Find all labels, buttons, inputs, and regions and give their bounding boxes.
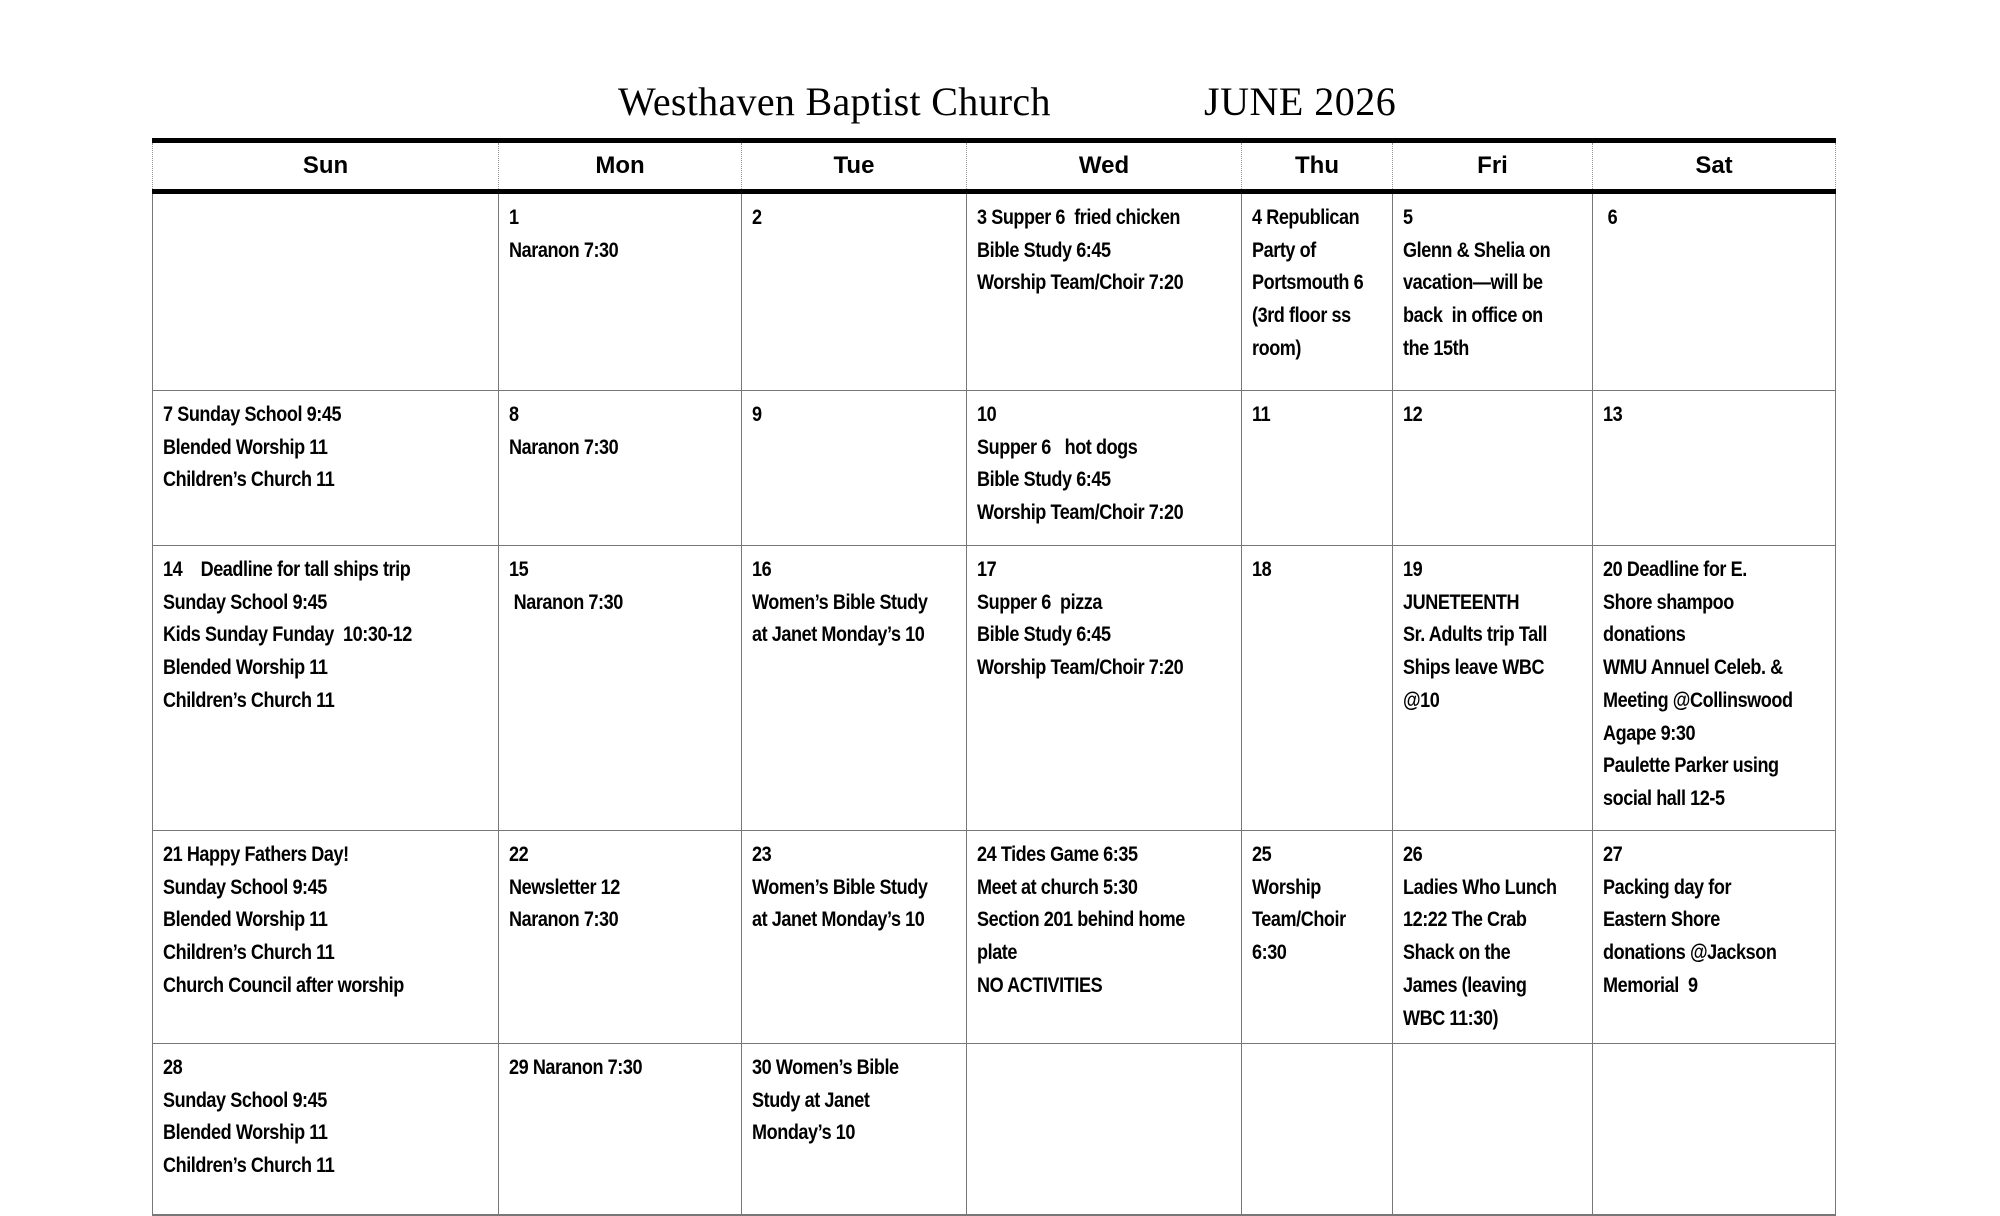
day-entry-line: Shore shampoo bbox=[1603, 590, 1734, 614]
day-entry-line: donations @Jackson bbox=[1603, 941, 1777, 965]
day-entry-first-line: 9 bbox=[752, 403, 762, 426]
day-cell-fri bbox=[1393, 391, 1593, 546]
day-entry-line: Worship Team/Choir 7:20 bbox=[977, 271, 1184, 295]
calendar-body bbox=[153, 192, 1836, 1216]
day-cell-sat bbox=[1593, 391, 1836, 546]
day-entry-line: Section 201 behind home bbox=[977, 908, 1185, 932]
month-label: JUNE 2026 bbox=[1204, 79, 1397, 124]
weekday-sat: Sat bbox=[1593, 141, 1836, 192]
day-entry-line: Supper 6 hot dogs bbox=[977, 435, 1138, 459]
day-entry-line: JUNETEENTH bbox=[1403, 590, 1520, 614]
weekday-fri: Fri bbox=[1393, 141, 1593, 192]
day-cell-thu bbox=[1242, 391, 1393, 546]
day-entry-first-line: 21 Happy Fathers Day! bbox=[163, 843, 349, 866]
day-cell-wed bbox=[967, 546, 1242, 831]
day-cell-tue bbox=[742, 1044, 967, 1216]
day-entry-first-line: 23 bbox=[752, 843, 772, 866]
calendar-week-row bbox=[153, 192, 1836, 391]
day-entry-first-line: 27 bbox=[1603, 843, 1623, 866]
day-entry-first-line: 7 Sunday School 9:45 bbox=[163, 403, 342, 426]
calendar-week-row bbox=[153, 831, 1836, 1044]
day-entry-first-line: 30 Women’s Bible bbox=[752, 1056, 899, 1079]
day-cell-fri bbox=[1393, 1044, 1593, 1216]
day-entry-first-line: 26 bbox=[1403, 843, 1423, 866]
day-entry-line: Children’s Church 11 bbox=[163, 941, 335, 965]
day-cell-tue bbox=[742, 192, 967, 391]
day-entry-line: Sunday School 9:45 bbox=[163, 875, 327, 899]
day-entry-line: @10 bbox=[1403, 688, 1440, 712]
day-cell-wed bbox=[967, 831, 1242, 1044]
day-entry-line: the 15th bbox=[1403, 336, 1469, 360]
day-entry-line: WMU Annuel Celeb. & bbox=[1603, 656, 1783, 680]
day-entry-line: back in office on bbox=[1403, 304, 1543, 328]
day-entry-first-line: 8 bbox=[509, 403, 519, 426]
day-cell-sat bbox=[1593, 546, 1836, 831]
day-entry-line: Packing day for bbox=[1603, 875, 1732, 899]
day-entry-first-line: 24 Tides Game 6:35 bbox=[977, 843, 1138, 866]
day-entry-line: Study at Janet bbox=[752, 1088, 870, 1112]
day-entry-line: Children’s Church 11 bbox=[163, 468, 335, 492]
day-entry-line: Naranon 7:30 bbox=[509, 238, 619, 262]
day-entry-line: Glenn & Shelia on bbox=[1403, 238, 1551, 262]
church-name: Westhaven Baptist Church bbox=[618, 79, 1051, 124]
day-entry-line: Blended Worship 11 bbox=[163, 1121, 328, 1145]
day-entry-first-line: 14 Deadline for tall ships trip bbox=[163, 558, 411, 581]
day-entry-first-line: 25 bbox=[1252, 843, 1272, 866]
day-entry-line: Children’s Church 11 bbox=[163, 688, 335, 712]
day-entry-line: Naranon 7:30 bbox=[509, 908, 619, 932]
day-entry-line: donations bbox=[1603, 623, 1686, 647]
day-entry-line: Children’s Church 11 bbox=[163, 1154, 335, 1178]
day-entry-first-line: 5 bbox=[1403, 206, 1413, 229]
day-entry-first-line: 1 bbox=[509, 206, 519, 229]
day-entry-first-line: 28 bbox=[163, 1056, 183, 1079]
day-cell-fri bbox=[1393, 192, 1593, 391]
day-entry-first-line: 15 bbox=[509, 558, 529, 581]
day-entry-line: Worship Team/Choir 7:20 bbox=[977, 501, 1184, 525]
day-cell-wed bbox=[967, 391, 1242, 546]
day-entry-line: Naranon 7:30 bbox=[509, 435, 619, 459]
day-entry-line: at Janet Monday’s 10 bbox=[752, 908, 925, 932]
day-entry-line: Sr. Adults trip Tall bbox=[1403, 623, 1547, 647]
day-entry-line: Paulette Parker using bbox=[1603, 754, 1779, 778]
day-cell-tue bbox=[742, 391, 967, 546]
day-entry-line: Memorial 9 bbox=[1603, 973, 1698, 997]
day-entry-line: Monday’s 10 bbox=[752, 1121, 855, 1145]
day-entry-line: at Janet Monday’s 10 bbox=[752, 623, 925, 647]
day-entry-line: Eastern Shore bbox=[1603, 908, 1720, 932]
day-entry-line: Worship bbox=[1252, 875, 1321, 899]
weekday-tue: Tue bbox=[742, 141, 967, 192]
day-entry-line: James (leaving bbox=[1403, 973, 1527, 997]
day-entry-first-line: 13 bbox=[1603, 403, 1623, 426]
day-entry-first-line: 16 bbox=[752, 558, 772, 581]
day-entry-line: plate bbox=[977, 941, 1018, 965]
calendar-header bbox=[0, 78, 2000, 138]
day-cell-fri bbox=[1393, 831, 1593, 1044]
day-entry-first-line: 10 bbox=[977, 403, 997, 426]
day-entry-first-line: 19 bbox=[1403, 558, 1423, 581]
weekday-sun: Sun bbox=[153, 141, 499, 192]
day-entry-line: Blended Worship 11 bbox=[163, 435, 328, 459]
day-entry-line: Shack on the bbox=[1403, 941, 1511, 965]
weekday-wed: Wed bbox=[967, 141, 1242, 192]
day-entry-line: Worship Team/Choir 7:20 bbox=[977, 656, 1184, 680]
day-entry-line: Portsmouth 6 bbox=[1252, 271, 1364, 295]
day-entry-line: Church Council after worship bbox=[163, 973, 404, 997]
day-cell-sun bbox=[153, 192, 499, 391]
day-entry-line: Sunday School 9:45 bbox=[163, 590, 327, 614]
day-entry-first-line: 12 bbox=[1403, 403, 1423, 426]
day-entry-line: Sunday School 9:45 bbox=[163, 1088, 327, 1112]
day-entry-line: room) bbox=[1252, 336, 1302, 360]
weekday-header-row bbox=[153, 141, 1836, 192]
day-entry-line: Bible Study 6:45 bbox=[977, 468, 1111, 492]
day-cell-mon bbox=[499, 1044, 742, 1216]
day-entry-line: (3rd floor ss bbox=[1252, 304, 1351, 328]
day-entry-line: Women’s Bible Study bbox=[752, 590, 928, 614]
calendar-week-row bbox=[153, 391, 1836, 546]
day-cell-tue bbox=[742, 831, 967, 1044]
day-cell-mon bbox=[499, 192, 742, 391]
day-cell-thu bbox=[1242, 831, 1393, 1044]
day-entry-line: Blended Worship 11 bbox=[163, 908, 328, 932]
day-entry-line: Ships leave WBC bbox=[1403, 656, 1545, 680]
day-cell-sun bbox=[153, 391, 499, 546]
day-entry-first-line: 22 bbox=[509, 843, 529, 866]
day-entry-first-line: 4 Republican bbox=[1252, 206, 1360, 229]
day-entry-line: Blended Worship 11 bbox=[163, 656, 328, 680]
day-entry-line: WBC 11:30) bbox=[1403, 1006, 1499, 1030]
day-cell-sat bbox=[1593, 831, 1836, 1044]
day-entry-line: 12:22 The Crab bbox=[1403, 908, 1527, 932]
day-entry-line: vacation—will be bbox=[1403, 271, 1543, 295]
day-entry-first-line: 2 bbox=[752, 206, 762, 229]
day-cell-fri bbox=[1393, 546, 1593, 831]
day-entry-line: Newsletter 12 bbox=[509, 875, 620, 899]
day-cell-sun bbox=[153, 546, 499, 831]
day-cell-thu bbox=[1242, 546, 1393, 831]
day-entry-first-line: 17 bbox=[977, 558, 997, 581]
day-entry-line: Women’s Bible Study bbox=[752, 875, 928, 899]
day-entry-line: Naranon 7:30 bbox=[509, 590, 623, 614]
day-entry-line: Bible Study 6:45 bbox=[977, 623, 1111, 647]
day-cell-wed bbox=[967, 1044, 1242, 1216]
day-entry-first-line: 29 Naranon 7:30 bbox=[509, 1056, 643, 1079]
day-entry-line: social hall 12-5 bbox=[1603, 786, 1725, 810]
day-entry-first-line: 3 Supper 6 fried chicken bbox=[977, 206, 1181, 229]
day-cell-wed bbox=[967, 192, 1242, 391]
day-cell-sun bbox=[153, 831, 499, 1044]
day-cell-mon bbox=[499, 391, 742, 546]
day-entry-line: 6:30 bbox=[1252, 941, 1287, 965]
day-entry-first-line: 11 bbox=[1252, 403, 1271, 426]
day-entry-line: Party of bbox=[1252, 238, 1316, 262]
day-entry-line: Meeting @Collinswood bbox=[1603, 688, 1793, 712]
day-entry-line: Team/Choir bbox=[1252, 908, 1346, 932]
day-cell-sat bbox=[1593, 192, 1836, 391]
calendar-grid bbox=[152, 138, 1836, 1216]
calendar-week-row bbox=[153, 1044, 1836, 1216]
day-cell-mon bbox=[499, 546, 742, 831]
day-entry-line: Agape 9:30 bbox=[1603, 721, 1696, 745]
day-entry-line: NO ACTIVITIES bbox=[977, 973, 1103, 997]
calendar-week-row bbox=[153, 546, 1836, 831]
day-entry-first-line: 6 bbox=[1603, 206, 1618, 229]
weekday-mon: Mon bbox=[499, 141, 742, 192]
day-entry-line: Bible Study 6:45 bbox=[977, 238, 1111, 262]
weekday-thu: Thu bbox=[1242, 141, 1393, 192]
day-entry-line: Supper 6 pizza bbox=[977, 590, 1103, 614]
day-cell-thu bbox=[1242, 1044, 1393, 1216]
day-entry-first-line: 18 bbox=[1252, 558, 1272, 581]
day-cell-tue bbox=[742, 546, 967, 831]
day-cell-sun bbox=[153, 1044, 499, 1216]
day-cell-sat bbox=[1593, 1044, 1836, 1216]
day-entry-line: Meet at church 5:30 bbox=[977, 875, 1138, 899]
day-cell-mon bbox=[499, 831, 742, 1044]
day-entry-first-line: 20 Deadline for E. bbox=[1603, 558, 1747, 581]
day-cell-thu bbox=[1242, 192, 1393, 391]
day-entry-line: Ladies Who Lunch bbox=[1403, 875, 1557, 899]
day-entry-line: Kids Sunday Funday 10:30-12 bbox=[163, 623, 412, 647]
